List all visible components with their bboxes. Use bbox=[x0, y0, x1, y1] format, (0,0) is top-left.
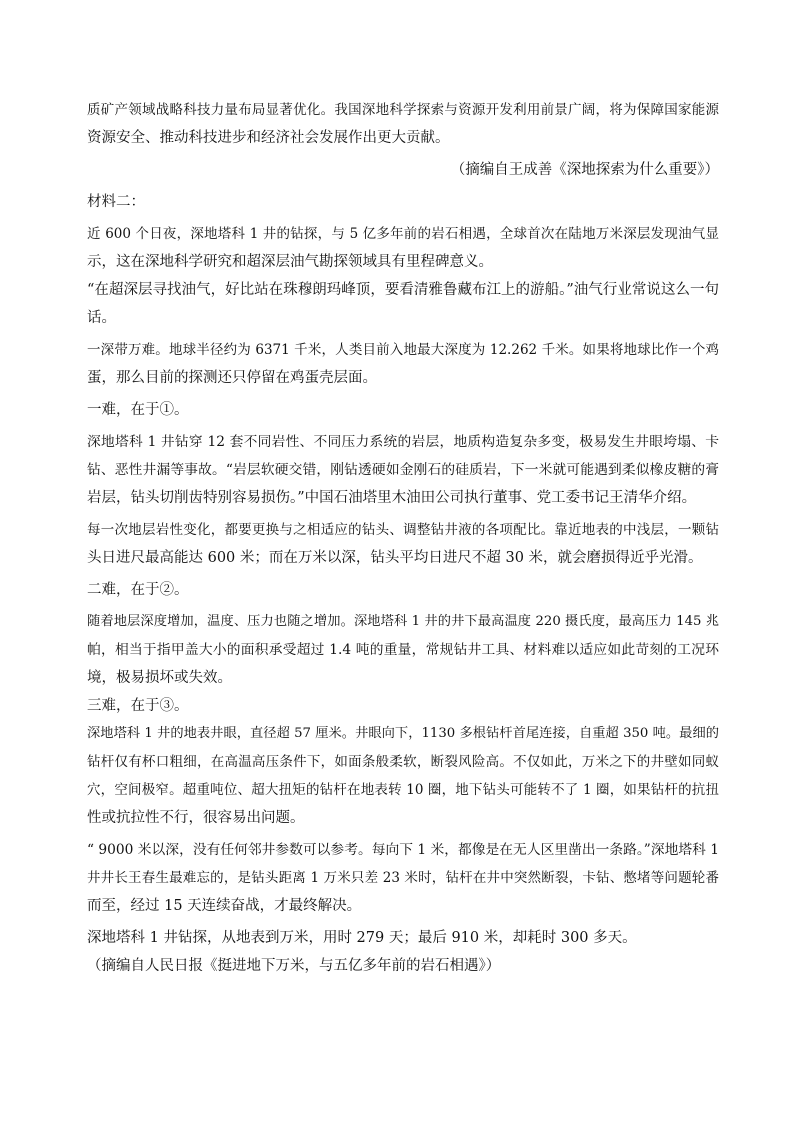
text-line: 话。 bbox=[87, 310, 116, 326]
section-heading: 材料二： bbox=[87, 194, 145, 210]
text-line: 一深带万难。地球半径约为 6371 千米，人类目前入地最大深度为 12.262 千米。如果将地球比作一个鸡 bbox=[87, 342, 719, 358]
text-line: 二难，在于②。 bbox=[87, 582, 189, 598]
text-line: 钻、恶性井漏等事故。“岩层软硬交错，刚钻透硬如金刚石的硅质岩，下一米就可能遇到柔似橡皮糖的膏 bbox=[87, 462, 719, 478]
text-line: 穴，空间极窄。超重吨位、超大扭矩的钻杆在地表转 10 圈，地下钻头可能转不了 1 圈，如果钻杆的抗扭 bbox=[87, 782, 719, 798]
text-line: 每一次地层岩性变化，都要更换与之相适应的钻头、调整钻井液的各项配比。靠近地表的中浅层，一颗钻 bbox=[87, 522, 719, 538]
text-line: 随着地层深度增加，温度、压力也随之增加。深地塔科 1 井的井下最高温度 220 摄氏度，最高压力 145 兆 bbox=[87, 614, 719, 629]
text-line: 蛋，那么目前的探测还只停留在鸡蛋壳层面。 bbox=[87, 370, 377, 386]
text-line: 资源安全、推动科技进步和经济社会发展作出更大贡献。 bbox=[87, 130, 450, 146]
text-line: 深地塔科 1 井的地表井眼，直径超 57 厘米。井眼向下，1130 多根钻杆首尾连接，自重超 350 吨。最细的 bbox=[87, 726, 719, 741]
text-line: 岩层，钻头切削齿特别容易损伤。”中国石油塔里木油田公司执行董事、党工委书记王清华介绍。 bbox=[87, 490, 697, 506]
text-line: 而至，经过 15 天连续奋战，才最终解决。 bbox=[87, 898, 362, 914]
text-line: 一难，在于①。 bbox=[87, 402, 189, 418]
text-line: “ 9000 米以深，没有任何邻井参数可以参考。每向下 1 米，都像是在无人区里凿出一条路。”深地塔科 1 bbox=[87, 842, 719, 858]
text-line: 示，这在深地科学研究和超深层油气勘探领域具有里程碑意义。 bbox=[87, 254, 493, 270]
text-line: 境，极易损坏或失效。 bbox=[87, 670, 232, 686]
text-line: 头日进尺最高能达 600 米；而在万米以深，钻头平均日进尺不超 30 米，就会磨损得近乎光滑。 bbox=[87, 550, 703, 566]
document-page bbox=[87, 96, 719, 980]
text-line: 钻杆仅有杯口粗细，在高温高压条件下，如面条般柔软，断裂风险高。不仅如此，万米之下的井壁如同蚁 bbox=[87, 754, 719, 770]
text-line: 帕，相当于指甲盖大小的面积承受超过 1.4 吨的重量，常规钻井工具、材料难以适应如此苛刻的工况环 bbox=[87, 642, 719, 658]
text-line: 性或抗拉性不行，很容易出问题。 bbox=[87, 810, 305, 826]
text-line: 质矿产领域战略科技力量布局显著优化。我国深地科学探索与资源开发利用前景广阔，将为保障国家能源 bbox=[87, 102, 719, 118]
source-citation: （摘编自王成善《深地探索为什么重要》） bbox=[450, 162, 719, 178]
text-line: 三难，在于③。 bbox=[87, 698, 189, 714]
text-line: 井井长王春生最难忘的，是钻头距离 1 万米只差 23 米时，钻杆在井中突然断裂，卡钻、憋堵等问题轮番 bbox=[87, 870, 719, 886]
text-line: 近 600 个日夜，深地塔科 1 井的钻探，与 5 亿多年前的岩石相遇，全球首次在陆地万米深层发现油气显 bbox=[87, 226, 719, 242]
text-line: “在超深层寻找油气，好比站在珠穆朗玛峰顶，要看清雅鲁藏布江上的游船。”油气行业常说这么一句 bbox=[87, 282, 719, 298]
text-line: 深地塔科 1 井钻探，从地表到万米，用时 279 天；最后 910 米，却耗时 300 多天。 bbox=[87, 930, 637, 946]
source-citation: （摘编自人民日报《挺进地下万米，与五亿多年前的岩石相遇》） bbox=[87, 958, 501, 974]
text-line: 深地塔科 1 井钻穿 12 套不同岩性、不同压力系统的岩层，地质构造复杂多变，极易发生井眼垮塌、卡 bbox=[87, 434, 719, 450]
